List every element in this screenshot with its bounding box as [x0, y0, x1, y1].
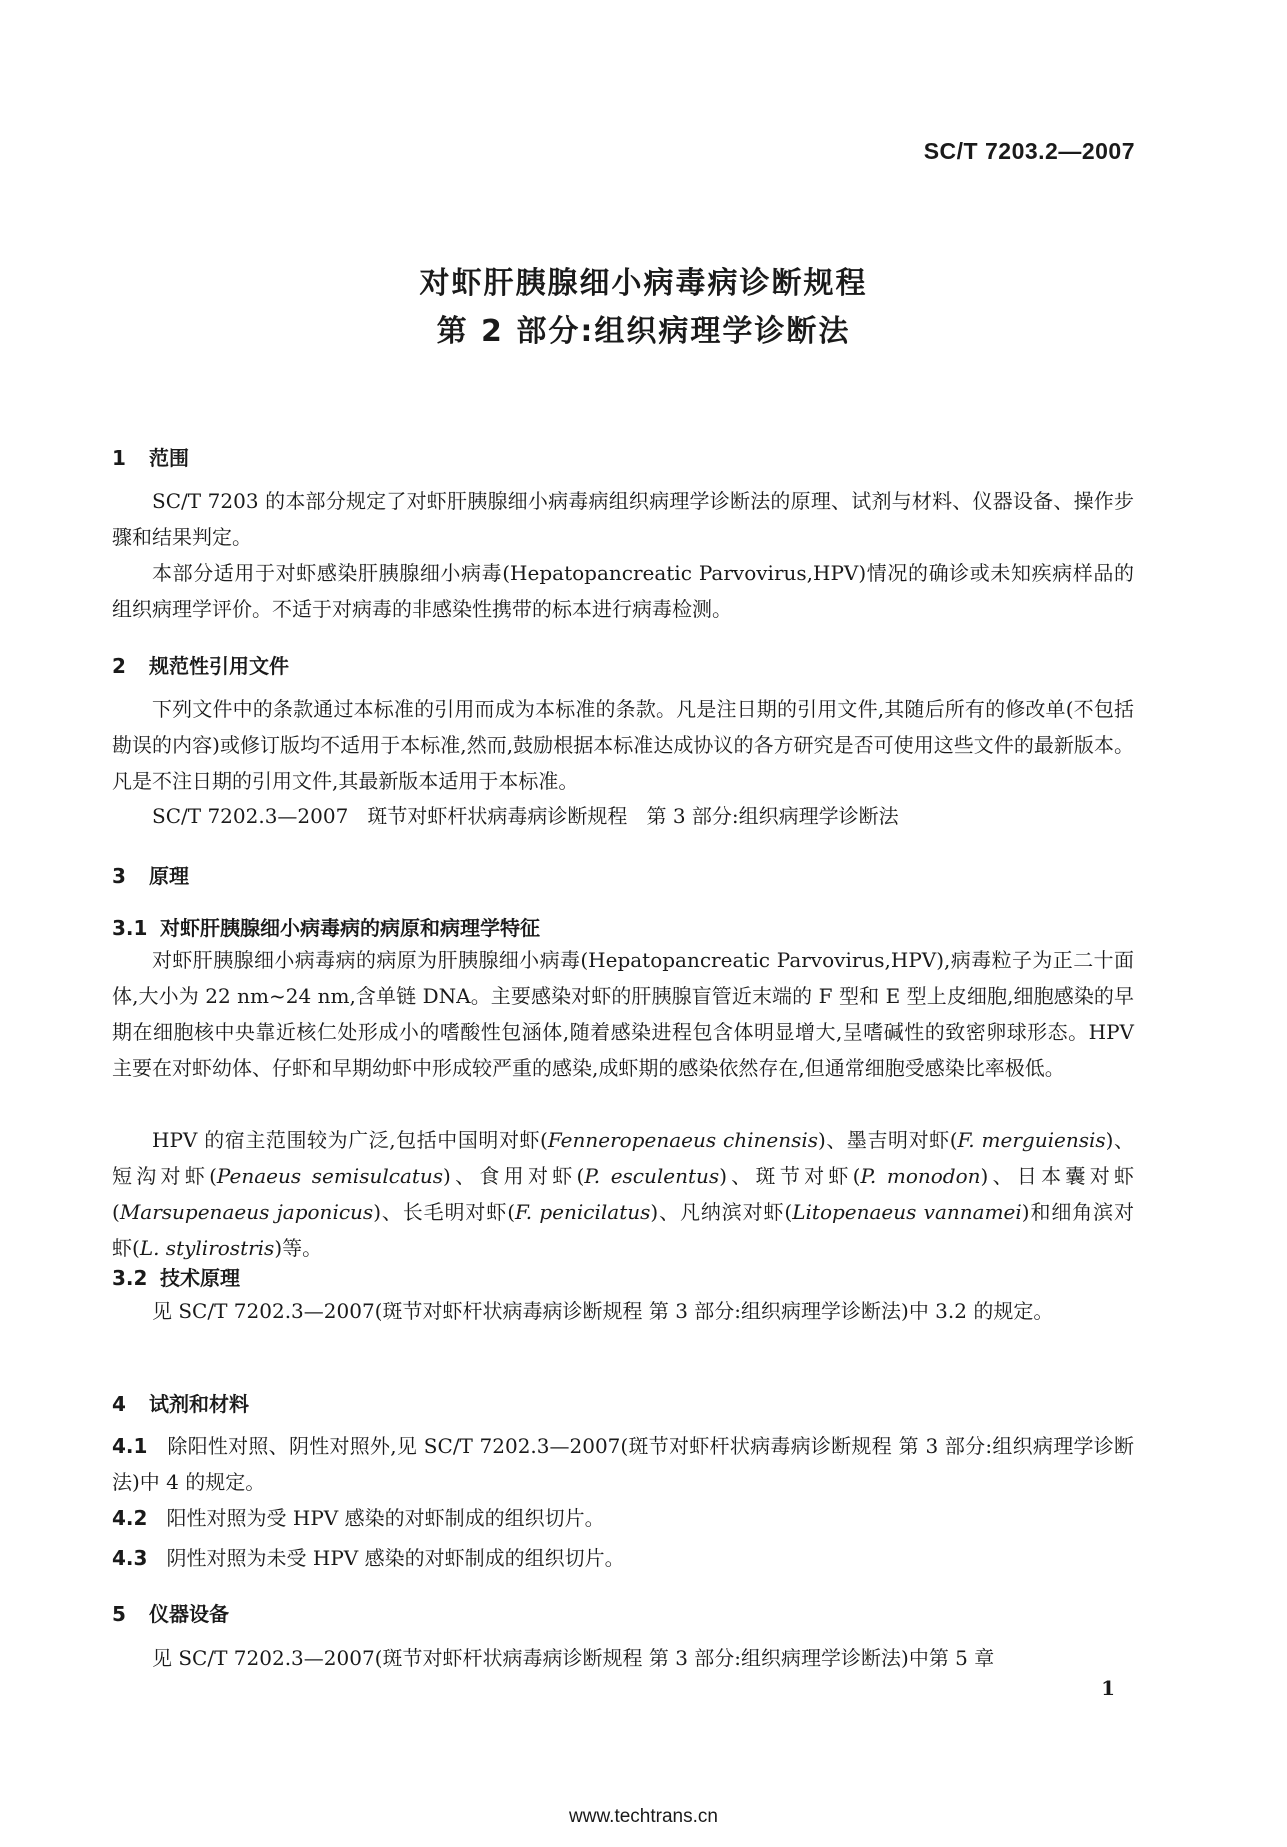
page-number: 1 [1101, 1676, 1115, 1700]
section-3-heading [112, 860, 189, 889]
subsection-number: 3.2 [112, 1266, 148, 1290]
species-name: P. monodon [860, 1164, 981, 1188]
species-name: Fenneropenaeus chinensis [547, 1128, 819, 1152]
section-title: 试剂和材料 [149, 1392, 249, 1416]
subsection-title: 技术原理 [160, 1266, 240, 1290]
item-number: 4.1 [112, 1434, 148, 1458]
normative-reference: SC/T 7202.3—2007 斑节对虾杆状病毒病诊断规程 第 3 部分:组织病理学诊断法 [152, 804, 899, 828]
item-4-3: 4.3 阴性对照为未受 HPV 感染的对虾制成的组织切片。 [112, 1546, 625, 1570]
section-1-paragraph-2: 本部分适用于对虾感染肝胰腺细小病毒(Hepatopancreatic Parvovirus,HPV)情况的确诊或未知疾病样品的组织病理学评价。不适于对病毒的非感染性携带的标本进行病毒检测。 [112, 561, 1134, 621]
section-2-heading [112, 650, 289, 679]
subsection-title: 对虾肝胰腺细小病毒病的病原和病理学特征 [160, 916, 540, 940]
item-4-1: 4.1 除阳性对照、阴性对照外,见 SC/T 7202.3—2007(斑节对虾杆状病毒病诊断规程 第 3 部分:组织病理学诊断法)中 4 的规定。 [112, 1434, 1135, 1494]
subsection-3-2-paragraph: 见 SC/T 7202.3—2007(斑节对虾杆状病毒病诊断规程 第 3 部分:组织病理学诊断法)中 3.2 的规定。 [152, 1299, 1054, 1323]
section-number: 5 [112, 1602, 126, 1626]
species-name: P. esculentus [584, 1164, 720, 1188]
section-1-heading [112, 442, 189, 471]
section-4-heading [112, 1388, 249, 1417]
item-4-2: 4.2 阳性对照为受 HPV 感染的对虾制成的组织切片。 [112, 1506, 605, 1530]
species-name: L. stylirostris [139, 1236, 275, 1260]
document-subtitle: 第 2 部分:组织病理学诊断法 [436, 314, 851, 349]
footer-url[interactable]: www.techtrans.cn [569, 1806, 718, 1827]
section-number: 2 [112, 654, 126, 678]
section-5-paragraph: 见 SC/T 7202.3—2007(斑节对虾杆状病毒病诊断规程 第 3 部分:组织病理学诊断法)中第 5 章 [152, 1646, 995, 1670]
item-number: 4.3 [112, 1546, 148, 1570]
subsection-3-1-paragraph-1: 对虾肝胰腺细小病毒病的病原为肝胰腺细小病毒(Hepatopancreatic Parvovirus,HPV),病毒粒子为正二十面体,大小为 22 nm~24 nm,含单链 DNA。主要感染对虾的肝胰腺盲管近末端的 F 型和 E 型上皮细胞,细胞感染的早期在细胞核中央靠近核仁处形成小的嗜酸性包涵体,随着感染进程包含体明显增大,呈嗜碱性的致密卵球形态。HPV 主要在对虾幼体、仔虾和早期幼虾中形成较严重的感染,成虾期的感染依然存在,但通常细胞受感染比率极低。 [112, 948, 1134, 1080]
species-name: F. merguiensis [957, 1128, 1106, 1152]
section-number: 1 [112, 446, 126, 470]
section-2-paragraph: 下列文件中的条款通过本标准的引用而成为本标准的条款。凡是注日期的引用文件,其随后所有的修改单(不包括勘误的内容)或修订版均不适用于本标准,然而,鼓励根据本标准达成协议的各方研究是否可使用这些文件的最新版本。凡是不注日期的引用文件,其最新版本适用于本标准。 [112, 697, 1134, 793]
species-name: Litopenaeus vannamei [792, 1200, 1022, 1224]
species-name: F. penicilatus [515, 1200, 651, 1224]
species-name: Marsupenaeus japonicus [119, 1200, 374, 1224]
species-name: Penaeus semisulcatus [216, 1164, 444, 1188]
section-title: 仪器设备 [149, 1602, 229, 1626]
item-number: 4.2 [112, 1506, 148, 1530]
subsection-3-1-paragraph-2: HPV 的宿主范围较为广泛,包括中国明对虾(Fenneropenaeus chinensis)、墨吉明对虾(F. merguiensis)、短沟对虾(Penaeus semisulcatus)、食用对虾(P. esculentus)、斑节对虾(P. monodon)、日本囊对虾(Marsupenaeus japonicus)、长毛明对虾(F. penicilatus)、凡纳滨对虾(Litopenaeus vannamei)和细角滨对虾(L. stylirostris)等。 [112, 1128, 1135, 1260]
section-5-heading [112, 1598, 229, 1627]
section-number: 3 [112, 864, 126, 888]
section-1-paragraph-1: SC/T 7203 的本部分规定了对虾肝胰腺细小病毒病组织病理学诊断法的原理、试剂与材料、仪器设备、操作步骤和结果判定。 [112, 489, 1134, 549]
section-title: 规范性引用文件 [149, 654, 289, 678]
subsection-3-2-heading [112, 1262, 240, 1291]
section-title: 原理 [149, 864, 189, 888]
subsection-3-1-heading [112, 912, 540, 941]
subsection-number: 3.1 [112, 916, 148, 940]
document-title: 对虾肝胰腺细小病毒病诊断规程 [419, 266, 868, 301]
section-title: 范围 [149, 446, 189, 470]
standard-code: SC/T 7203.2—2007 [923, 138, 1135, 164]
section-number: 4 [112, 1392, 126, 1416]
